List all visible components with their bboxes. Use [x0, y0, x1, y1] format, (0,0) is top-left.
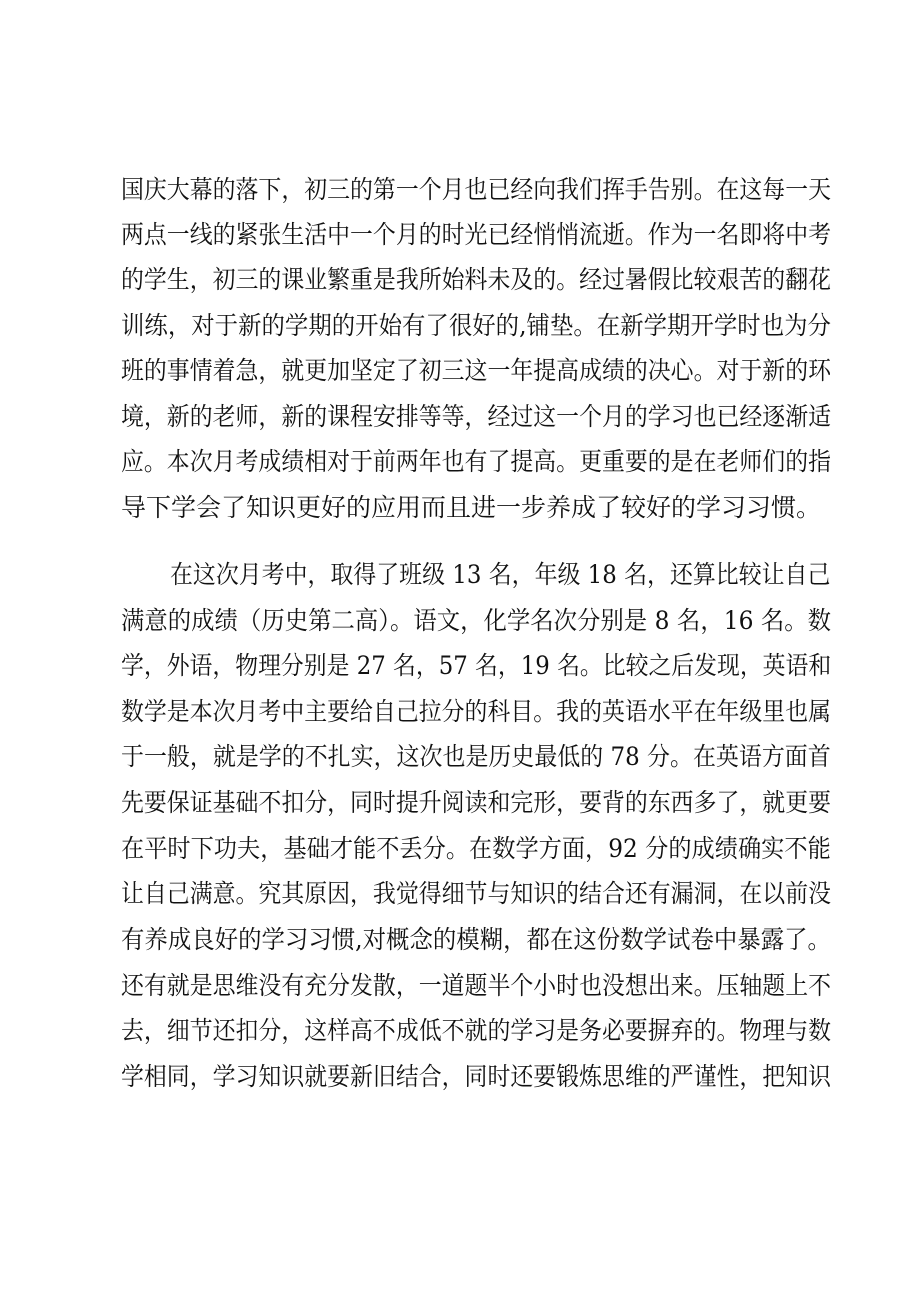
paragraph-1-line-6: 境，新的老师，新的课程安排等等，经过这一个月的学习也已经逐渐适	[121, 402, 831, 431]
paragraph-2-line-10: 还有就是思维没有充分发散，一道题半个小时也没想出来。压轴题上不	[121, 971, 831, 1000]
paragraph-1-line-1: 国庆大幕的落下，初三的第一个月也已经向我们挥手告别。在这每一天	[121, 175, 831, 204]
paragraph-2-line-5: 于一般，就是学的不扎实，这次也是历史最低的 78 分。在英语方面首	[121, 742, 831, 771]
paragraph-2-line-1: 在这次月考中，取得了班级 13 名，年级 18 名，还算比较让自己	[170, 560, 830, 589]
paragraph-2-line-12: 学相同，学习知识就要新旧结合，同时还要锻炼思维的严谨性，把知识	[121, 1062, 831, 1091]
paragraph-1-line-7: 应。本次月考成绩相对于前两年也有了提高。更重要的是在老师们的指	[121, 447, 831, 476]
paragraph-2-line-9: 有养成良好的学习习惯,对概念的模糊，都在这份数学试卷中暴露了。	[121, 925, 831, 954]
paragraph-1-line-5: 班的事情着急，就更加坚定了初三这一年提高成绩的决心。对于新的环	[121, 356, 831, 385]
paragraph-2-line-11: 去，细节还扣分，这样高不成低不就的学习是务必要摒弃的。物理与数	[121, 1016, 831, 1045]
paragraph-1-line-8: 导下学会了知识更好的应用而且进一步养成了较好的学习习惯。	[121, 493, 822, 522]
paragraph-2-line-7: 在平时下功夫，基础才能不丢分。在数学方面，92 分的成绩确实不能	[121, 834, 831, 863]
paragraph-2-line-4: 数学是本次月考中主要给自己拉分的科目。我的英语水平在年级里也属	[121, 697, 831, 726]
paragraph-1-line-3: 的学生，初三的课业繁重是我所始料未及的。经过暑假比较艰苦的翻花	[121, 265, 831, 294]
paragraph-1-line-2: 两点一线的紧张生活中一个月的时光已经悄悄流逝。作为一名即将中考	[121, 220, 831, 249]
paragraph-1-line-4: 训练，对于新的学期的开始有了很好的,铺垫。在新学期开学时也为分	[121, 311, 831, 340]
paragraph-2-line-2: 满意的成绩（历史第二高）。语文，化学名次分别是 8 名，16 名。数	[121, 606, 831, 635]
paragraph-2-line-6: 先要保证基础不扣分，同时提升阅读和完形，要背的东西多了，就更要	[121, 788, 831, 817]
paragraph-2-line-3: 学，外语，物理分别是 27 名，57 名，19 名。比较之后发现，英语和	[121, 651, 831, 680]
paragraph-2-line-8: 让自己满意。究其原因，我觉得细节与知识的结合还有漏洞，在以前没	[121, 879, 831, 908]
